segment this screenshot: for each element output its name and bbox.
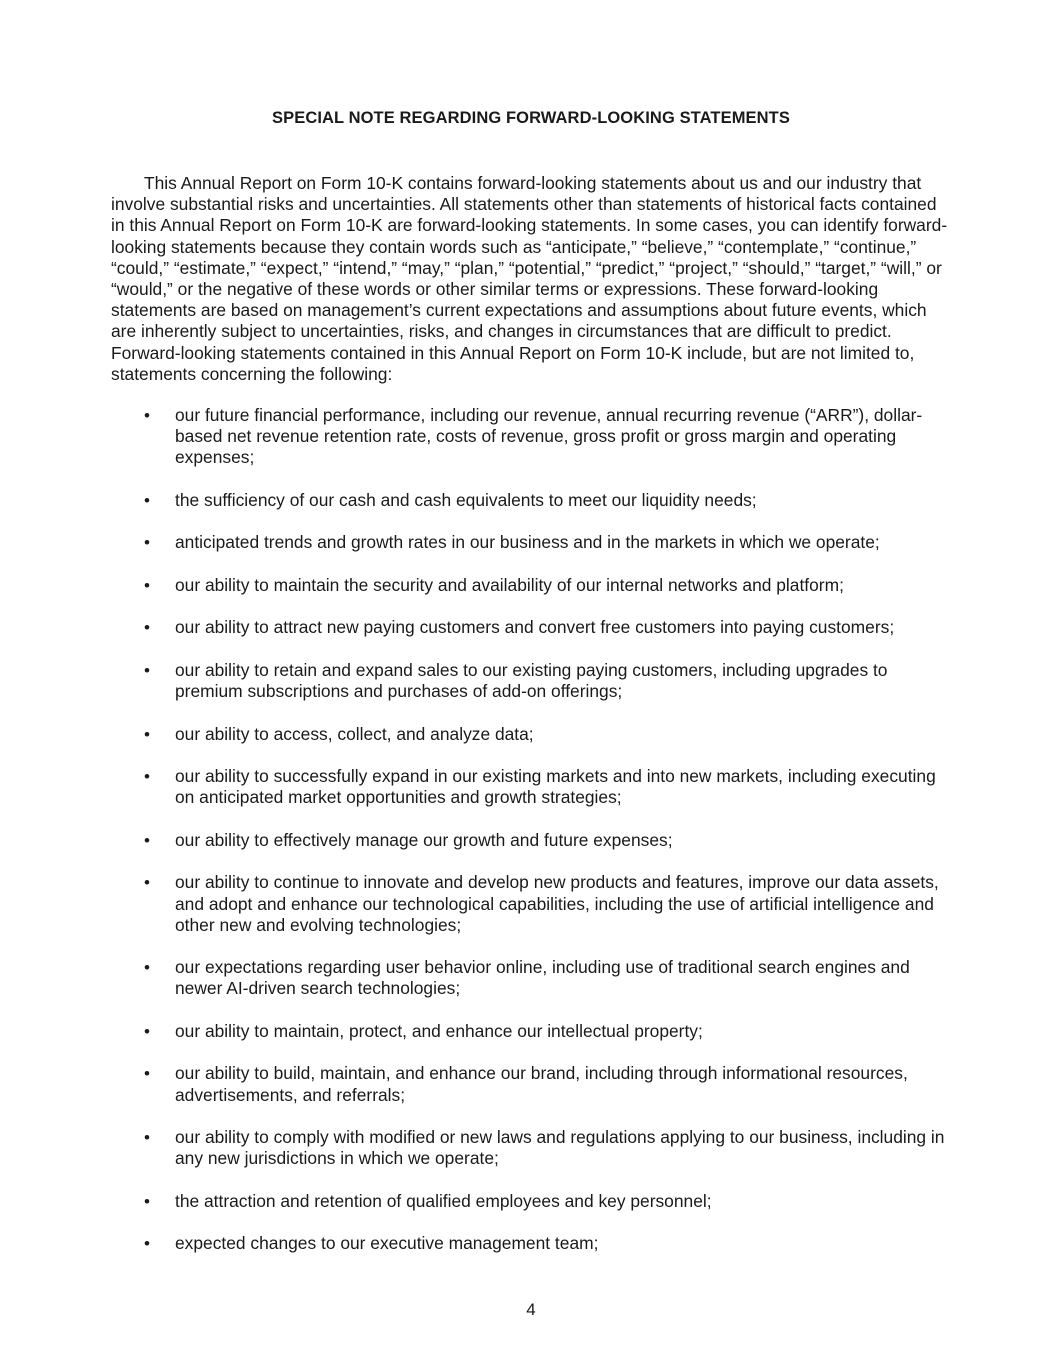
list-item <box>111 1233 956 1254</box>
bullet-icon: • <box>144 767 150 787</box>
list-item-text: our expectations regarding user behavior online, including use of traditional search engines and newer AI-driven search technologies; <box>175 957 910 999</box>
list-item <box>111 724 956 745</box>
bullet-icon: • <box>144 1064 150 1084</box>
bullet-list <box>111 405 956 1276</box>
bullet-icon: • <box>144 660 150 680</box>
list-item <box>111 1021 956 1042</box>
bullet-icon: • <box>144 575 150 595</box>
list-item <box>111 405 956 469</box>
intro-paragraph: This Annual Report on Form 10-K contains forward-looking statements about us and our industry that involve substantial risks and uncertainties. All statements other than statements of historical facts contained in this Annual Report on Form 10-K are forward-looking statements. In some cases, you can identify forward-looking statements because they contain words such as “anticipate,” “believe,” “contemplate,” “continue,” “could,” “estimate,” “expect,” “intend,” “may,” “plan,” “potential,” “predict,” “project,” “should,” “target,” “will,” or “would,” or the negative of these words or other similar terms or expressions. These forward-looking statements are based on management’s current expectations and assumptions about future events, which are inherently subject to uncertainties, risks, and changes in circumstances that are difficult to predict. Forward-looking statements contained in this Annual Report on Form 10-K include, but are not limited to, statements concerning the following: <box>111 173 948 384</box>
list-item-text: our ability to continue to innovate and develop new products and features, improve our data assets, and adopt and enhance our technological capabilities, including the use of artificial intelligence and other new and evolving technologies; <box>175 872 939 935</box>
bullet-icon: • <box>144 1128 150 1148</box>
list-item-text: our ability to attract new paying customers and convert free customers into paying customers; <box>175 617 895 638</box>
list-item <box>111 766 956 808</box>
list-item <box>111 617 956 638</box>
bullet-icon: • <box>144 490 150 510</box>
bullet-icon: • <box>144 724 150 744</box>
list-item <box>111 872 956 936</box>
page-number: 4 <box>526 1300 536 1319</box>
list-item <box>111 1191 956 1212</box>
bullet-icon: • <box>144 830 150 850</box>
list-item-text: our ability to successfully expand in our existing markets and into new markets, including executing on anticipated market opportunities and growth strategies; <box>175 766 936 808</box>
bullet-icon: • <box>144 1191 150 1211</box>
list-item <box>111 660 956 702</box>
list-item <box>111 490 956 511</box>
list-item <box>111 830 956 851</box>
bullet-icon: • <box>144 958 150 978</box>
list-item-text: our ability to effectively manage our growth and future expenses; <box>175 829 673 850</box>
bullet-icon: • <box>144 406 150 425</box>
page-title: SPECIAL NOTE REGARDING FORWARD-LOOKING STATEMENTS <box>272 109 790 127</box>
list-item-text: our future financial performance, including our revenue, annual recurring revenue (“ARR”), dollar-based net revenue retention rate, costs of revenue, gross profit or gross margin and operating expenses; <box>175 405 923 468</box>
bullet-icon: • <box>144 1234 150 1254</box>
list-item-text: our ability to maintain, protect, and enhance our intellectual property; <box>175 1020 703 1041</box>
list-item <box>111 1127 956 1169</box>
bullet-icon: • <box>144 1021 150 1041</box>
list-item <box>111 957 956 999</box>
list-item <box>111 575 956 596</box>
list-item-text: our ability to retain and expand sales to our existing paying customers, including upgrades to premium subscriptions and purchases of add-on offerings; <box>175 659 888 702</box>
list-item-text: our ability to build, maintain, and enhance our brand, including through informational resources, advertisements, and referrals; <box>175 1063 908 1105</box>
list-item <box>111 1063 956 1105</box>
bullet-icon: • <box>144 873 150 893</box>
bullet-icon: • <box>144 618 150 638</box>
list-item-text: expected changes to our executive management team; <box>175 1233 599 1254</box>
list-item-text: the attraction and retention of qualified employees and key personnel; <box>175 1190 712 1211</box>
bullet-icon: • <box>144 533 150 553</box>
list-item-text: our ability to maintain the security and availability of our internal networks and platform; <box>175 574 844 595</box>
list-item-text: our ability to access, collect, and analyze data; <box>175 723 534 744</box>
list-item-text: the sufficiency of our cash and cash equivalents to meet our liquidity needs; <box>175 489 757 510</box>
list-item-text: anticipated trends and growth rates in our business and in the markets in which we operate; <box>175 532 880 553</box>
list-item-text: our ability to comply with modified or new laws and regulations applying to our business, including in any new jurisdictions in which we operate; <box>175 1127 945 1169</box>
list-item <box>111 532 956 553</box>
